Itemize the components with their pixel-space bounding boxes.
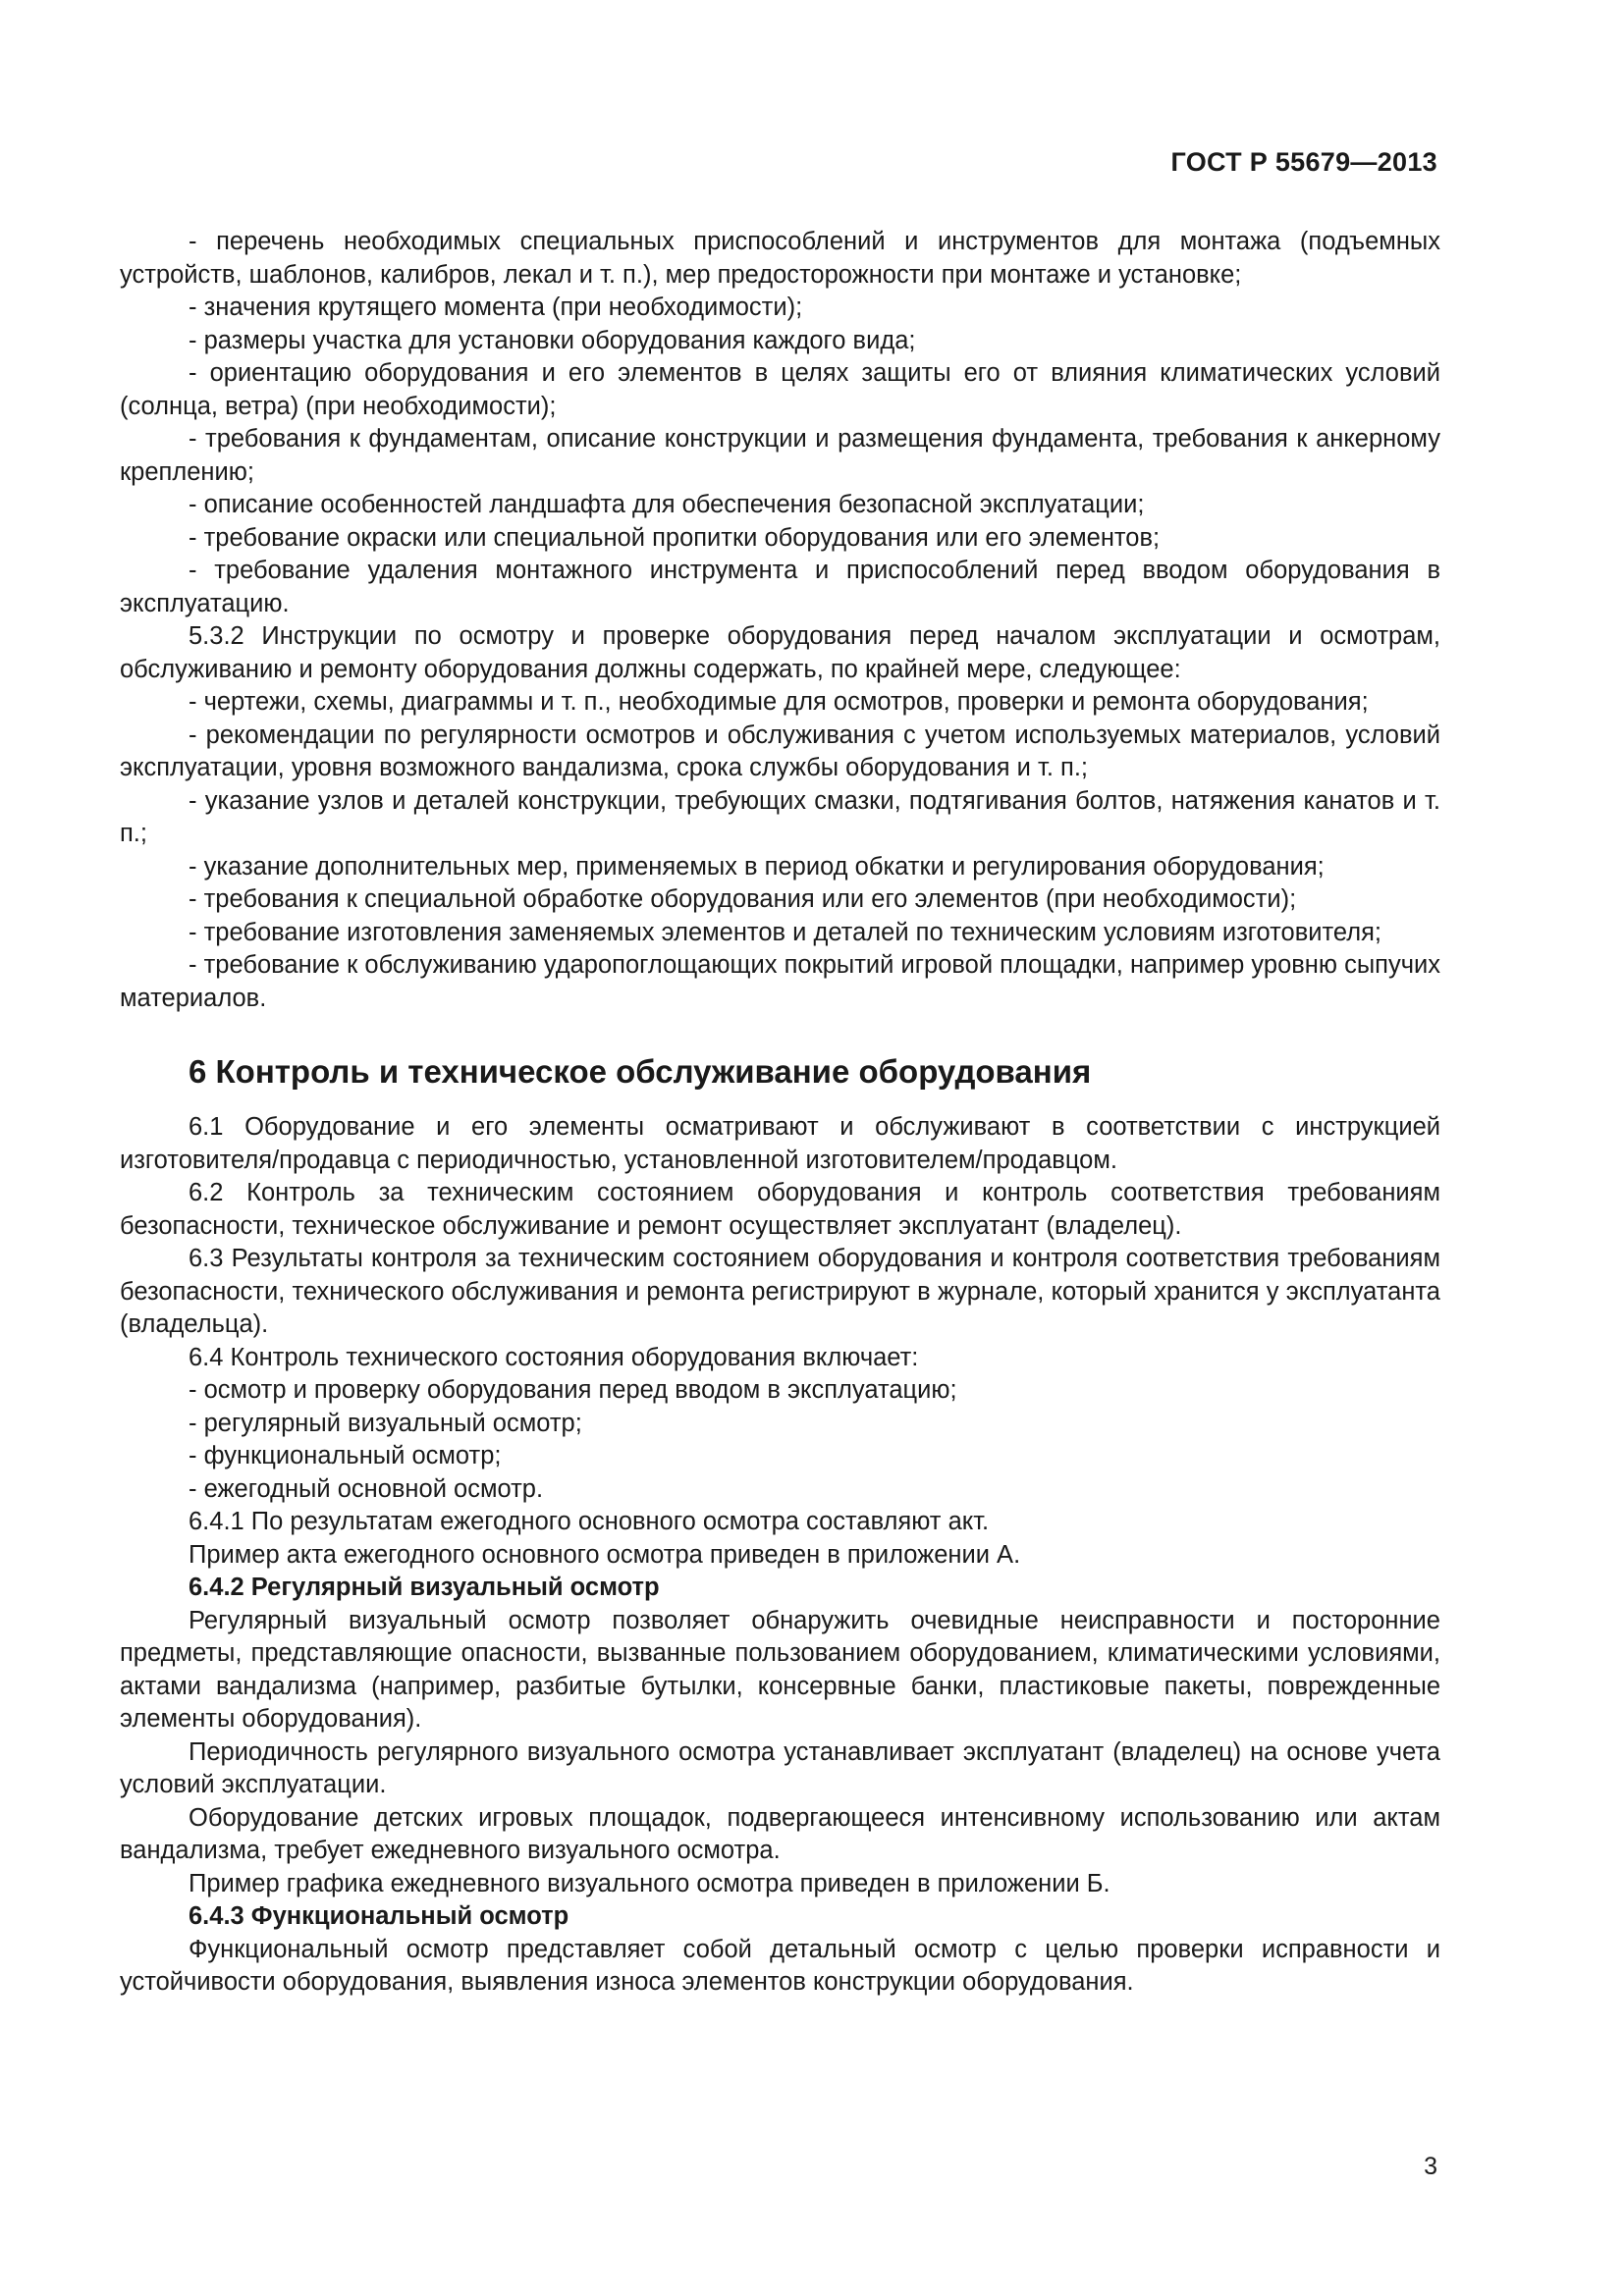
- paragraph-6-1: 6.1 Оборудование и его элементы осматривают и обслуживают в соответствии с инструкцией изготовителя/продавца с периодичностью, установленной изготовителем/продавцом.: [120, 1113, 1440, 1174]
- paragraph-6-4-3-a: Функциональный осмотр представляет собой детальный осмотр с целью проверки исправности и устойчивости оборудования, выявления износа элементов конструкции оборудования.: [120, 1935, 1440, 1996]
- list-item: - ежегодный основной осмотр.: [189, 1474, 544, 1503]
- list-item: - описание особенностей ландшафта для обеспечения безопасной эксплуатации;: [189, 491, 1145, 518]
- paragraph-6-4: 6.4 Контроль технического состояния оборудования включает:: [189, 1343, 919, 1371]
- list-item: - чертежи, схемы, диаграммы и т. п., необходимые для осмотров, проверки и ремонта оборудования;: [189, 688, 1369, 716]
- paragraph-6-4-1: 6.4.1 По результатам ежегодного основного осмотра составляют акт.: [189, 1508, 990, 1535]
- list-item: - требование изготовления заменяемых элементов и деталей по техническим условиям изготовителя;: [189, 918, 1381, 946]
- paragraph-6-4-2-a: Регулярный визуальный осмотр позволяет обнаружить очевидные неисправности и посторонние предметы, представляющие опасности, вызванные пользованием оборудованием, климатическими условиями, актами вандализма (например, разбитые бутылки, консервные банки, пластиковые пакеты, поврежденные элементы оборудования).: [120, 1606, 1440, 1733]
- paragraph-6-4-1-example: Пример акта ежегодного основного осмотра приведен в приложении А.: [189, 1540, 1021, 1569]
- list-item: - рекомендации по регулярности осмотров и обслуживания с учетом используемых материалов, условий эксплуатации, уровня возможного вандализма, срока службы оборудования и т. п.;: [120, 721, 1440, 781]
- document-body: [120, 226, 1440, 2000]
- subheading-6-4-2: 6.4.2 Регулярный визуальный осмотр: [189, 1574, 660, 1601]
- list-item: - размеры участка для установки оборудования каждого вида;: [189, 326, 916, 354]
- list-item: - указание узлов и деталей конструкции, требующих смазки, подтягивания болтов, натяжения канатов и т. п.;: [120, 786, 1440, 847]
- list-item: - требование удаления монтажного инструмента и приспособлений перед вводом оборудования в эксплуатацию.: [120, 557, 1440, 617]
- list-item: - значения крутящего момента (при необходимости);: [189, 294, 803, 321]
- paragraph-6-4-2-d: Пример графика ежедневного визуального осмотра приведен в приложении Б.: [189, 1869, 1110, 1897]
- paragraph-6-2: 6.2 Контроль за техническим состоянием оборудования и контроль соответствия требованиям безопасности, техническое обслуживание и ремонт осуществляет эксплуатант (владелец).: [120, 1179, 1440, 1240]
- list-item: - указание дополнительных мер, применяемых в период обкатки и регулирования оборудования;: [189, 852, 1325, 881]
- paragraph-6-3: 6.3 Результаты контроля за техническим состоянием оборудования и контроля соответствия требованиям безопасности, технического обслуживания и ремонта регистрируют в журнале, который хранится у эксплуатанта (владельца).: [120, 1245, 1440, 1338]
- list-item: - перечень необходимых специальных приспособлений и инструментов для монтажа (подъемных устройств, шаблонов, калибров, лекал и т. п.), мер предосторожности при монтаже и установке;: [120, 228, 1440, 289]
- list-item: - функциональный осмотр;: [189, 1442, 502, 1469]
- page-number: 3: [1424, 2153, 1437, 2180]
- paragraph-6-4-2-c: Оборудование детских игровых площадок, подвергающееся интенсивному использованию или актам вандализма, требует ежедневного визуального осмотра.: [120, 1803, 1440, 1864]
- paragraph-5-3-2: 5.3.2 Инструкции по осмотру и проверке оборудования перед началом эксплуатации и осмотрам, обслуживанию и ремонту оборудования должны содержать, по крайней мере, следующее:: [120, 622, 1440, 683]
- section-6-heading: 6 Контроль и техническое обслуживание оборудования: [189, 1053, 1092, 1090]
- list-item: - требования к специальной обработке оборудования или его элементов (при необходимости);: [189, 885, 1297, 913]
- standard-code: ГОСТ Р 55679—2013: [1170, 147, 1437, 177]
- list-item: - требование окраски или специальной пропитки оборудования или его элементов;: [189, 523, 1161, 552]
- list-item: - ориентацию оборудования и его элементов в целях защиты его от влияния климатических условий (солнца, ветра) (при необходимости);: [120, 359, 1440, 420]
- paragraph-6-4-2-b: Периодичность регулярного визуального осмотра устанавливает эксплуатант (владелец) на основе учета условий эксплуатации.: [120, 1737, 1440, 1798]
- subheading-6-4-3: 6.4.3 Функциональный осмотр: [189, 1902, 569, 1930]
- list-item: - требования к фундаментам, описание конструкции и размещения фундамента, требования к анкерному креплению;: [120, 425, 1440, 486]
- list-item: - регулярный визуальный осмотр;: [189, 1409, 582, 1437]
- list-item: - требование к обслуживанию ударопоглощающих покрытий игровой площадки, например уровню сыпучих материалов.: [120, 951, 1441, 1012]
- list-item: - осмотр и проверку оборудования перед вводом в эксплуатацию;: [189, 1376, 957, 1404]
